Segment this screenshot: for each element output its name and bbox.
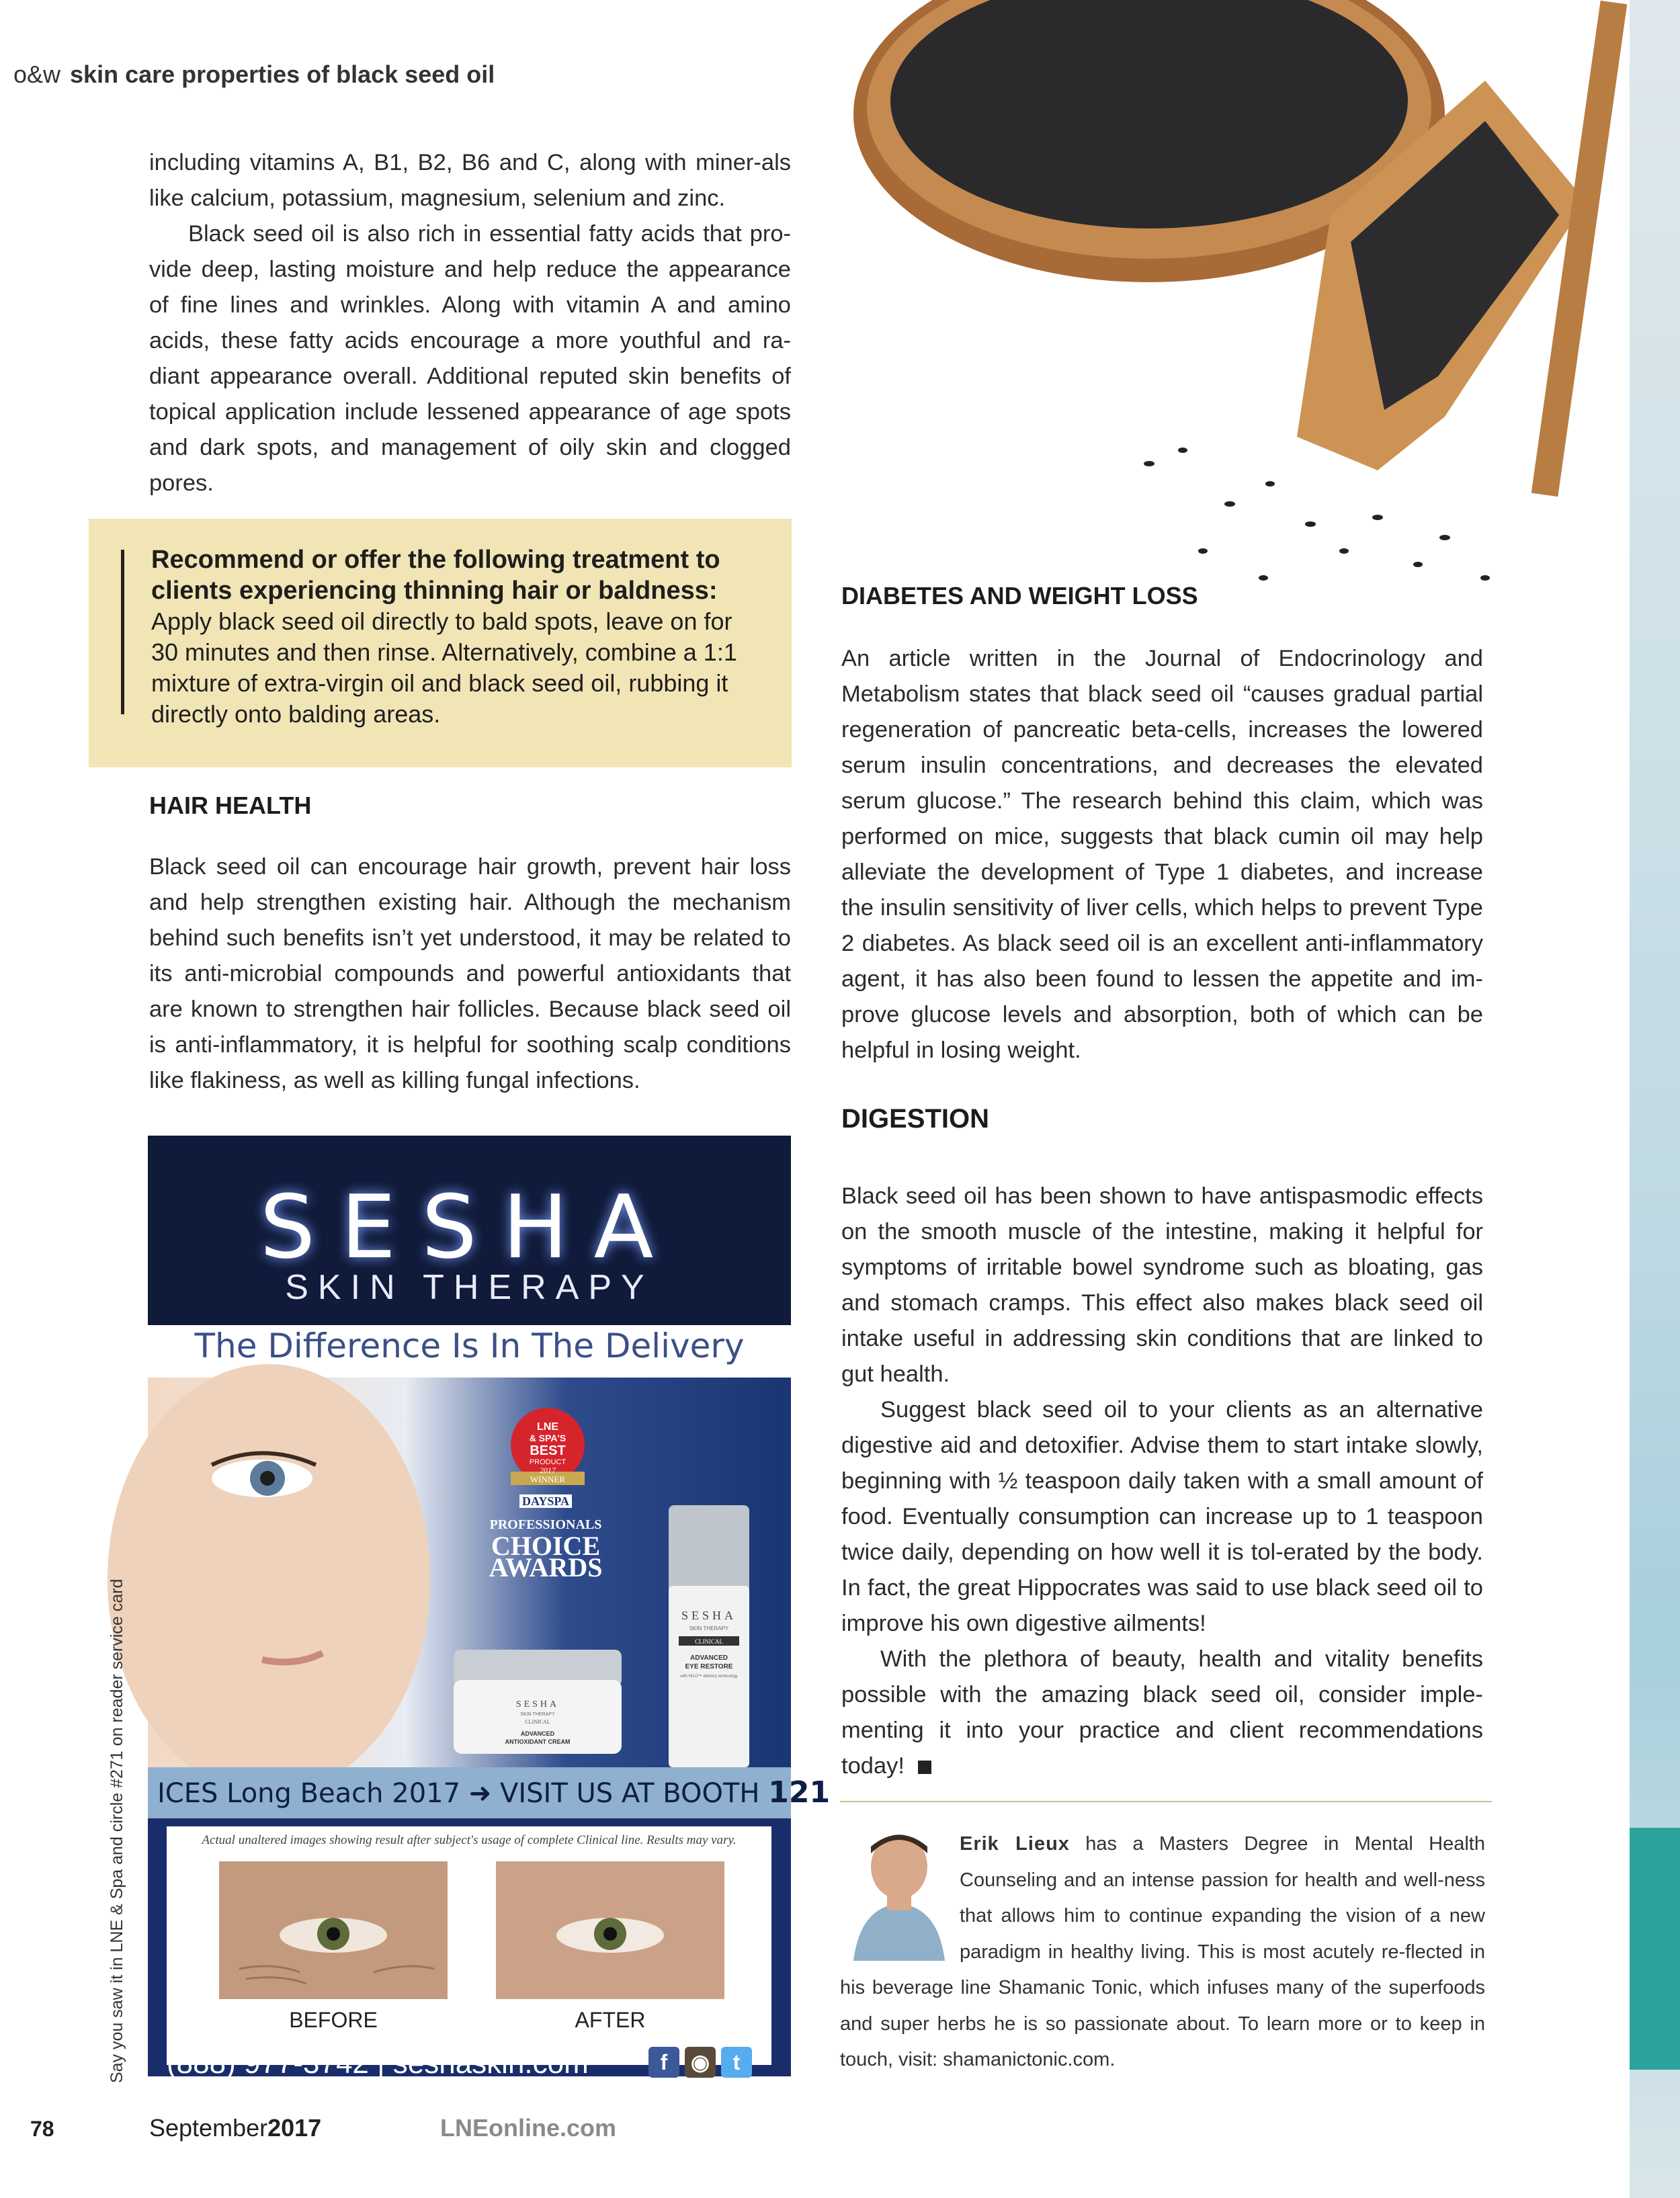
running-title: skin care properties of black seed oil [70, 60, 495, 88]
jar-label: ADVANCED [520, 1730, 555, 1737]
callout-bar [121, 550, 124, 714]
callout-text [151, 544, 756, 730]
ad-subbrand: SKIN THERAPY [285, 1268, 654, 1307]
choice-badge-line: CHOICE [491, 1531, 601, 1561]
bottle-label: with HILO™ delivery technology [680, 1675, 738, 1679]
choice-badge-line: AWARDS [489, 1552, 603, 1582]
badge-line: BEST [530, 1443, 566, 1458]
instagram-icon[interactable]: ◉ [685, 2047, 716, 2078]
booth-cta: VISIT US AT BOOTH [500, 1778, 760, 1809]
before-eye-image [219, 1861, 448, 1999]
booth-event: ICES Long Beach 2017 [157, 1778, 461, 1809]
digestion-paragraph: Suggest black seed oil to your clients as an alternative digestive aid and detoxifier. Advise them to start intake slowly, beginning with ½ teaspoon daily taken with a small amount of food. Eventually consumption can increase up to 1 teaspoon twice daily, depending on how well it is tol-erated by the body. In fact, the great Hippocrates was said to use black seed oil to improve his own digestive ailments! [841, 1397, 1483, 1636]
booth-banner [148, 1767, 831, 1818]
booth-text [157, 1775, 830, 1810]
twitter-icon[interactable]: t [721, 2047, 752, 2078]
choice-awards-badge [482, 1488, 610, 1582]
end-mark-icon [918, 1761, 931, 1774]
issue-year: 2017 [267, 2114, 322, 2142]
choice-badge-tag: DAYSPA [519, 1494, 572, 1508]
digestion-heading: DIGESTION [841, 1104, 990, 1134]
arrow-right-icon: ➜ [468, 1778, 492, 1809]
page-number: 78 [30, 2117, 54, 2141]
digestion-paragraph: Black seed oil has been shown to have antispasmodic effects on the smooth muscle of the intestine, making it helpful for symptoms of irritable bowel syndrome such as bloating, gas and stomach cramps. This effect also makes black seed oil intake useful in addressing skin conditions that are linked to gut health. [841, 1183, 1483, 1387]
ad-brand: SESHA [259, 1176, 679, 1278]
results-disclaimer: Actual unaltered images showing result after subject's usage of complete Clinical line. Results may vary. [202, 1833, 737, 1847]
eye-restore-bottle [659, 1505, 759, 1767]
digestion-text [841, 1179, 1483, 1784]
bottle-label: ADVANCED [690, 1654, 728, 1662]
diabetes-text: An article written in the Journal of Endocrinology and Metabolism states that black seed oil “causes gradual partial regeneration of pancreatic beta-cells, increases the lowered serum insulin concentrations, and decreases the elevated serum glucose.” The research behind this claim, which was performed on mice, suggests that black cumin oil may help alleviate the development of Type 1 diabetes, and increase the insulin sensitivity of liver cells, which helps to prevent Type 2 diabetes. As black seed oil is an excellent anti-inflammatory agent, it has also been found to lessen the appetite and im-prove glucose levels and absorption, both of which can be helpful in losing weight. [841, 646, 1483, 1063]
badge-line: PRODUCT [529, 1458, 566, 1466]
booth-number: 121 [768, 1775, 831, 1810]
bottle-label: SKIN THERAPY [689, 1625, 729, 1632]
intro-paragraph: Black seed oil is also rich in essential fatty acids that pro-vide deep, lasting moisture and help reduce the appearance of fine lines and wrinkles. Along with vitamin A and amino acids, these fatty acids encourage a more youthful and ra-diant appearance overall. Additional reputed skin benefits of topical application include lessened appearance of age spots and dark spots, and management of oily skin and clogged pores. [149, 221, 791, 496]
badge-line: 2017 [540, 1466, 556, 1475]
intro-paragraph: including vitamins A, B1, B2, B6 and C, along with miner-als like calcium, potassium, magnesium, selenium and zinc. [149, 150, 791, 211]
black-seed-scoop-photo [773, 0, 1640, 605]
author-photo [840, 1826, 960, 1961]
badge-line: LNE [537, 1421, 558, 1433]
hair-health-text: Black seed oil can encourage hair growth, prevent hair loss and help strengthen existing hair. Although the mechanism behind such benefits isn’t yet understood, it may be related to its anti-microbial compounds and powerful antioxidants that are known to strengthen hair follicles. Because black seed oil is anti-inflammatory, it is helpful for soothing scalp conditions like flakiness, as well as killing fungal infections. [149, 854, 791, 1093]
badge-line: WINNER [530, 1474, 565, 1484]
model-face-image [148, 1378, 464, 1767]
antioxidant-cream-jar [444, 1643, 632, 1757]
social-icons [648, 2047, 757, 2078]
bottle-label: CLINICAL [695, 1638, 723, 1645]
callout-lead: Recommend or offer the following treatment to clients experiencing thinning hair or baldness: [151, 546, 720, 605]
issue-month: September [149, 2114, 268, 2142]
jar-label: SKIN THERAPY [520, 1712, 555, 1717]
badge-line: & SPA'S [529, 1433, 566, 1443]
site-url[interactable]: LNEonline.com [440, 2114, 617, 2142]
running-header [13, 60, 495, 89]
best-product-badge [504, 1404, 591, 1492]
issue-date [149, 2114, 321, 2142]
after-eye-image [496, 1861, 724, 1999]
choice-badge-line: PROFESSIONALS [489, 1517, 602, 1532]
callout-body: Apply black seed oil directly to bald spots, leave on for 30 minutes and then rinse. Alternatively, combine a 1:1 mixture of extra-virgin oil and black seed oil, rubbing it directly onto balding areas. [151, 607, 737, 728]
ad-results-panel [148, 1818, 791, 2080]
after-label: AFTER [575, 2008, 646, 2032]
jar-label: SESHA [515, 1699, 560, 1709]
intro-text [149, 145, 791, 501]
author-bio [840, 1826, 1485, 2078]
facebook-icon[interactable]: f [648, 2047, 679, 2078]
bio-text: has a Masters Degree in Mental Health Counseling and an intense passion for health and well-ness that allows him to continue expanding the vision of a new paradigm in healthy living. This is most acutely re-flected in his beverage line Shamanic Tonic, which infuses many of the superfoods and super herbs he is so passionate about. To learn more or to keep in touch, visit: shamanictonic.com. [840, 1833, 1485, 2070]
digestion-paragraph: With the plethora of beauty, health and vitality benefits possible with the amazing black seed oil, consider imple-menting it into your practice and client recommendations today! [841, 1646, 1483, 1779]
author-name: Erik Lieux [960, 1833, 1070, 1855]
jar-label: CLINICAL [525, 1719, 550, 1725]
ad-contact[interactable]: (888) 977-3742 | seshaskin.com [167, 2047, 589, 2080]
before-label: BEFORE [289, 2008, 378, 2032]
hair-health-heading: HAIR HEALTH [149, 792, 312, 819]
ad-tagline: The Difference Is In The Delivery [194, 1326, 745, 1365]
bottle-label: SESHA [681, 1609, 737, 1622]
sesha-advertisement[interactable] [148, 1136, 831, 2080]
ad-hero [148, 1378, 791, 1767]
bio-rule [840, 1801, 1492, 1802]
jar-label: ANTIOXIDANT CREAM [505, 1738, 571, 1745]
bottle-label: EYE RESTORE [685, 1663, 733, 1671]
section-tag: o&w [13, 60, 61, 88]
diabetes-heading: DIABETES AND WEIGHT LOSS [841, 582, 1198, 609]
reader-service-caption: Say you saw it in LNE & Spa and circle #271 on reader service card [108, 1578, 126, 2083]
before-after-box [167, 1826, 771, 2065]
teal-edge-tab [1630, 1828, 1680, 2070]
